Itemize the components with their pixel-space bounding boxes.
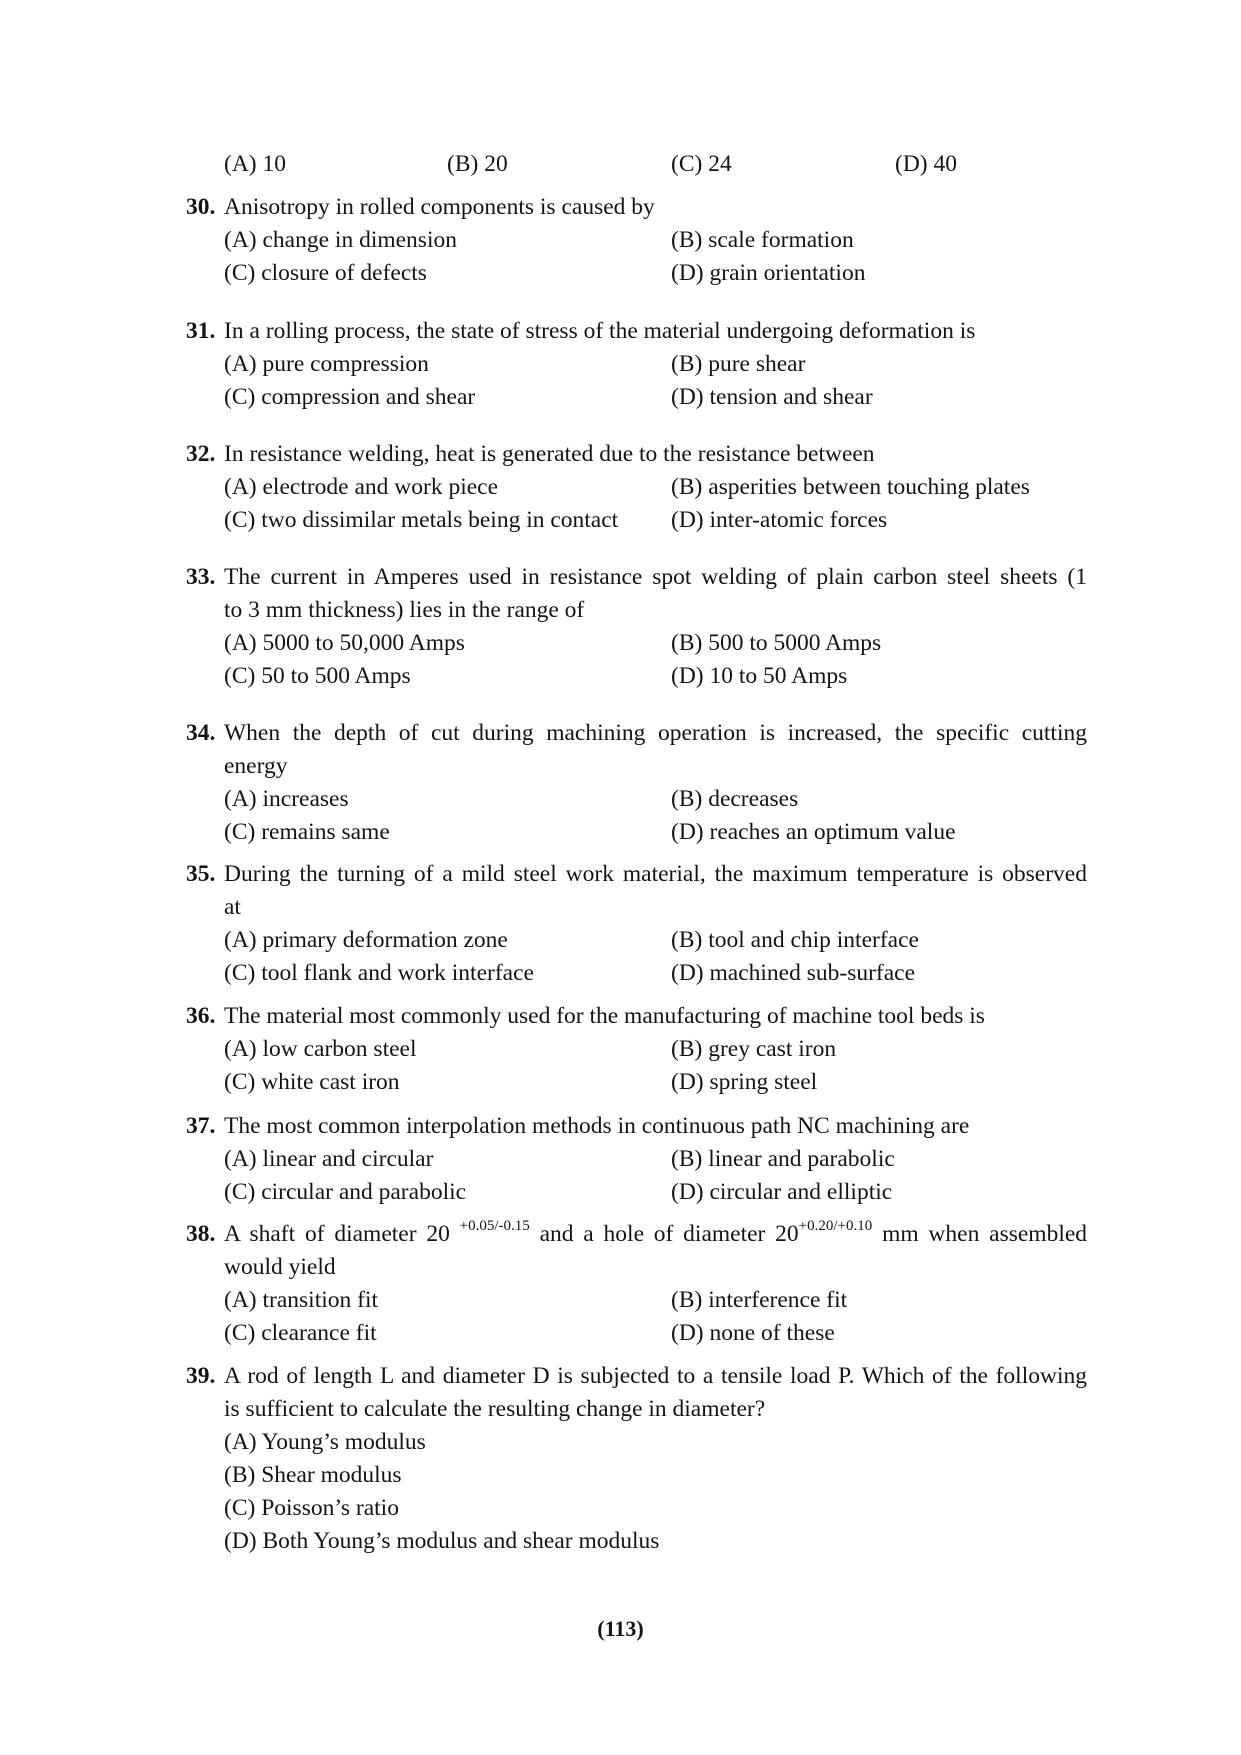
question-text-line1: A rod of length L and diameter D is subjected to a tensile load P. Which of the following — [224, 1363, 1087, 1389]
question-text: The most common interpolation methods in continuous path NC machining are — [224, 1113, 970, 1139]
question-number: 36. — [186, 1003, 216, 1029]
question-text-line1 — [224, 1218, 1087, 1250]
option-d: (D) 40 — [895, 151, 957, 177]
hole-text: and a hole of diameter 20 — [539, 1221, 799, 1247]
option-b: (B) scale formation — [671, 227, 854, 253]
option-b: (B) 500 to 5000 Amps — [671, 630, 882, 656]
option-a: (A) transition fit — [224, 1287, 379, 1313]
hole-tolerance: +0.20/+0.10 — [798, 1218, 873, 1235]
shaft-text: A shaft of diameter 20 — [224, 1221, 450, 1247]
question-text: In a rolling process, the state of stress of the material undergoing deformation is — [224, 318, 976, 344]
option-a: (A) increases — [224, 786, 349, 812]
option-a: (A) pure compression — [224, 351, 429, 377]
option-b: (B) linear and parabolic — [671, 1146, 895, 1172]
question-text: Anisotropy in rolled components is caused by — [224, 194, 655, 220]
option-b: (B) Shear modulus — [224, 1462, 402, 1488]
option-c: (C) remains same — [224, 819, 390, 845]
option-d: (D) tension and shear — [671, 384, 873, 410]
option-a: (A) electrode and work piece — [224, 474, 499, 500]
option-d: (D) none of these — [671, 1320, 835, 1346]
question-number: 30. — [186, 194, 216, 220]
option-c: (C) white cast iron — [224, 1069, 400, 1095]
question-text-line2: energy — [224, 753, 288, 779]
page-number: (113) — [597, 1616, 644, 1641]
option-b: (B) interference fit — [671, 1287, 848, 1313]
option-d: (D) inter-atomic forces — [671, 507, 888, 533]
option-c: (C) tool flank and work interface — [224, 960, 534, 986]
option-c: (C) circular and parabolic — [224, 1179, 467, 1205]
question-number: 35. — [186, 861, 216, 887]
question-text-line2: is sufficient to calculate the resulting change in diameter? — [224, 1396, 766, 1422]
option-a: (A) 5000 to 50,000 Amps — [224, 630, 465, 656]
option-b: (B) 20 — [447, 151, 508, 177]
option-d: (D) 10 to 50 Amps — [671, 663, 848, 689]
question-number: 31. — [186, 318, 216, 344]
option-d: (D) Both Young’s modulus and shear modulus — [224, 1528, 660, 1554]
question-number: 33. — [186, 564, 216, 590]
option-d: (D) circular and elliptic — [671, 1179, 893, 1205]
option-d: (D) machined sub-surface — [671, 960, 916, 986]
option-a: (A) change in dimension — [224, 227, 457, 253]
shaft-tolerance: +0.05/-0.15 — [459, 1218, 530, 1235]
option-c: (C) Poisson’s ratio — [224, 1495, 399, 1521]
option-d: (D) reaches an optimum value — [671, 819, 956, 845]
question-number: 34. — [186, 720, 216, 746]
question-text-line1: The current in Amperes used in resistance spot welding of plain carbon steel sheets (1 — [224, 564, 1087, 590]
option-a: (A) Young’s modulus — [224, 1429, 426, 1455]
question-number: 39. — [186, 1363, 216, 1389]
question-text: In resistance welding, heat is generated due to the resistance between — [224, 441, 875, 467]
option-a: (A) 10 — [224, 151, 286, 177]
option-d: (D) spring steel — [671, 1069, 818, 1095]
option-b: (B) pure shear — [671, 351, 806, 377]
option-b: (B) tool and chip interface — [671, 927, 919, 953]
question-number: 32. — [186, 441, 216, 467]
option-c: (C) closure of defects — [224, 260, 427, 286]
option-a: (A) linear and circular — [224, 1146, 434, 1172]
option-b: (B) grey cast iron — [671, 1036, 837, 1062]
option-d: (D) grain orientation — [671, 260, 866, 286]
question-text-line1: During the turning of a mild steel work material, the maximum temperature is observed — [224, 861, 1087, 887]
option-b: (B) decreases — [671, 786, 799, 812]
question-text-line2: would yield — [224, 1254, 336, 1280]
option-c: (C) clearance fit — [224, 1320, 377, 1346]
option-a: (A) primary deformation zone — [224, 927, 508, 953]
option-c: (C) 24 — [671, 151, 732, 177]
option-c: (C) compression and shear — [224, 384, 476, 410]
question-number: 38. — [186, 1221, 216, 1247]
question-text-line2: to 3 mm thickness) lies in the range of — [224, 597, 585, 623]
option-b: (B) asperities between touching plates — [671, 474, 1030, 500]
assembly-text: mm when assembled — [882, 1221, 1088, 1247]
option-c: (C) two dissimilar metals being in contact — [224, 507, 619, 533]
question-number: 37. — [186, 1113, 216, 1139]
question-text-line2: at — [224, 894, 241, 920]
question-text-line1: When the depth of cut during machining operation is increased, the specific cutting — [224, 720, 1087, 746]
option-a: (A) low carbon steel — [224, 1036, 417, 1062]
question-text: The material most commonly used for the manufacturing of machine tool beds is — [224, 1003, 985, 1029]
option-c: (C) 50 to 500 Amps — [224, 663, 411, 689]
